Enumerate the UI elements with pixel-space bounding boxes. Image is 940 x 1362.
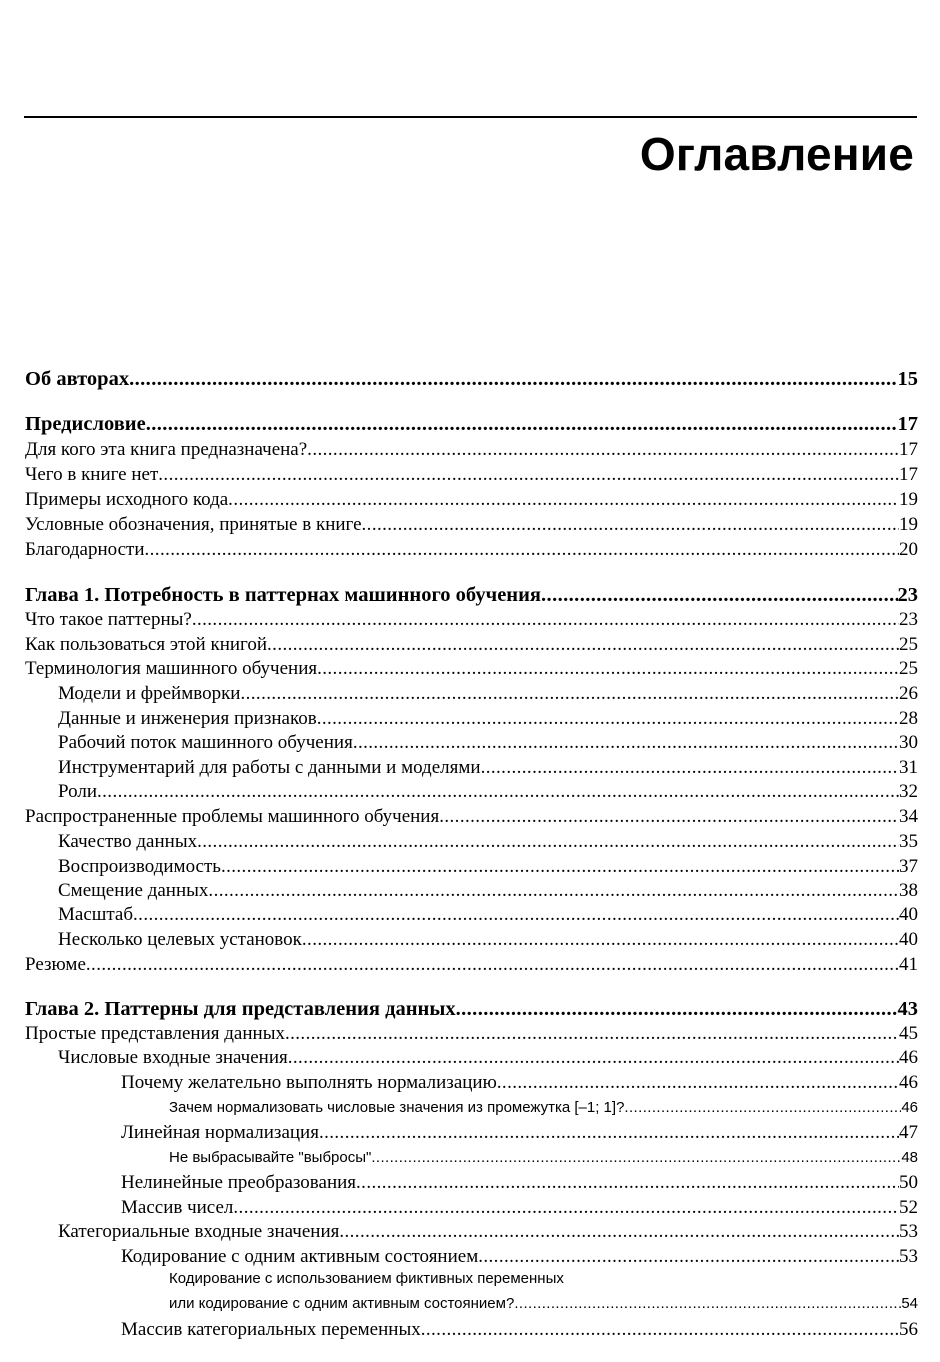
dot-leader — [302, 928, 899, 952]
toc-entry-page-number: 30 — [899, 732, 918, 753]
toc-entry-page-number: 32 — [899, 781, 918, 802]
toc-entry[interactable] — [25, 657, 918, 681]
dot-leader — [356, 1171, 899, 1195]
toc-entry-page-number: 25 — [899, 634, 918, 655]
toc-entry-title: Массив чисел — [121, 1197, 234, 1218]
toc-entry-page-number: 23 — [899, 609, 918, 630]
toc-entry-page-number: 15 — [897, 368, 918, 390]
toc-entry-title: Воспроизводимость — [58, 856, 221, 877]
toc-entry-title: Простые представления данных — [25, 1023, 285, 1044]
dot-leader — [319, 1121, 899, 1145]
toc-entry[interactable] — [25, 488, 918, 512]
toc-entry-page-number: 17 — [897, 413, 918, 435]
toc-entry-title: Для кого эта книга предназначена? — [25, 439, 308, 460]
toc-entry[interactable] — [58, 707, 918, 731]
toc-entry-page-number: 23 — [897, 584, 918, 606]
toc-entry-title: Не выбрасывайте "выбросы" — [169, 1149, 372, 1166]
toc-entry-title: Смещение данных — [58, 880, 209, 901]
dot-leader — [362, 513, 899, 537]
toc-entry-title: Глава 1. Потребность в паттернах машинного обучения — [25, 584, 542, 606]
dot-leader — [192, 608, 899, 632]
toc-entry-page-number: 54 — [901, 1295, 918, 1312]
toc-entry[interactable] — [25, 463, 918, 487]
toc-heading-entry[interactable] — [25, 412, 918, 436]
toc-entry-title: Массив категориальных переменных — [121, 1319, 421, 1340]
toc-entry[interactable] — [25, 538, 918, 562]
dot-leader — [97, 780, 899, 804]
toc-entry-title: Несколько целевых установок — [58, 929, 302, 950]
toc-entry-page-number: 48 — [901, 1149, 918, 1166]
toc-entry-page-number: 46 — [901, 1099, 918, 1116]
dot-leader — [145, 538, 900, 562]
toc-entry-title: Данные и инженерия признаков — [58, 708, 317, 729]
toc-entry-title: Терминология машинного обучения — [25, 658, 318, 679]
toc-entry[interactable] — [25, 438, 918, 462]
toc-entry-title: Рабочий поток машинного обучения — [58, 732, 353, 753]
toc-entry[interactable] — [121, 1121, 918, 1145]
toc-entry[interactable] — [25, 1022, 918, 1046]
toc-entry-page-number: 50 — [899, 1172, 918, 1193]
dot-leader — [624, 1097, 901, 1119]
dot-leader — [339, 1220, 899, 1244]
toc-heading-entry[interactable] — [25, 997, 918, 1021]
toc-entry-page-number: 17 — [899, 439, 918, 460]
toc-entry-page-number: 40 — [899, 904, 918, 925]
toc-entry-title: Масштаб — [58, 904, 134, 925]
dot-leader — [240, 682, 899, 706]
toc-entry[interactable] — [25, 633, 918, 657]
toc-heading-entry[interactable] — [25, 367, 918, 391]
toc-entry-page-number: 26 — [899, 683, 918, 704]
toc-entry[interactable] — [58, 903, 918, 927]
dot-leader — [478, 1245, 899, 1269]
toc-entry[interactable] — [58, 780, 918, 804]
toc-entry[interactable] — [58, 830, 918, 854]
toc-entry-page-number: 40 — [899, 929, 918, 950]
toc-entry-page-number: 35 — [899, 831, 918, 852]
toc-entry-page-number: 45 — [899, 1023, 918, 1044]
toc-entry-title: Почему желательно выполнять нормализацию — [121, 1072, 497, 1093]
toc-entry-title: Что такое паттерны? — [25, 609, 192, 630]
toc-entry[interactable] — [25, 608, 918, 632]
dot-leader — [228, 488, 899, 512]
toc-entry[interactable] — [25, 953, 918, 977]
toc-entry-title: Роли — [58, 781, 97, 802]
toc-entry-page-number: 17 — [899, 464, 918, 485]
toc-entry-page-number: 28 — [899, 708, 918, 729]
toc-entry-page-number: 47 — [899, 1122, 918, 1143]
toc-entry-page-number: 52 — [899, 1197, 918, 1218]
dot-leader — [481, 756, 899, 780]
toc-entry-title: Глава 2. Паттерны для представления данных — [25, 998, 456, 1020]
dot-leader — [197, 830, 899, 854]
toc-entry[interactable] — [121, 1071, 918, 1095]
toc-entry-title: или кодирование с одним активным состоянием? — [169, 1295, 515, 1312]
dot-leader — [371, 1147, 901, 1169]
toc-entry-page-number: 56 — [899, 1319, 918, 1340]
dot-leader — [514, 1293, 901, 1315]
dot-leader — [208, 879, 899, 903]
toc-entry-title: Условные обозначения, принятые в книге — [25, 514, 362, 535]
toc-entry[interactable] — [169, 1097, 918, 1119]
toc-entry-title: Инструментарий для работы с данными и моделями — [58, 757, 481, 778]
toc-entry-page-number: 19 — [899, 489, 918, 510]
toc-entry-title: Зачем нормализовать числовые значения из промежутка [–1; 1]? — [169, 1099, 625, 1116]
toc-entry-page-number: 38 — [899, 880, 918, 901]
toc-entry[interactable] — [58, 756, 918, 780]
dot-leader — [221, 855, 899, 879]
toc-entry-title: Кодирование с одним активным состоянием — [121, 1246, 479, 1267]
toc-entry-title: Чего в книге нет — [25, 464, 159, 485]
dot-leader — [133, 903, 899, 927]
toc-entry-page-number: 34 — [899, 806, 918, 827]
dot-leader — [288, 1046, 899, 1070]
toc-entry[interactable] — [25, 513, 918, 537]
toc-entry-page-number: 31 — [899, 757, 918, 778]
toc-entry[interactable] — [58, 731, 918, 755]
dot-leader — [129, 367, 897, 391]
toc-entry[interactable] — [121, 1318, 918, 1342]
dot-leader — [541, 583, 897, 607]
page-title: Оглавление — [639, 128, 914, 180]
dot-leader — [233, 1196, 899, 1220]
toc-entry-title: Нелинейные преобразования — [121, 1172, 357, 1193]
toc-entry-page-number: 37 — [899, 856, 918, 877]
toc-entry-title: Линейная нормализация — [121, 1122, 319, 1143]
toc-entry-title: Как пользоваться этой книгой — [25, 634, 268, 655]
toc-entry-title: Модели и фреймворки — [58, 683, 241, 704]
dot-leader — [307, 438, 899, 462]
toc-entry[interactable] — [25, 805, 918, 829]
toc-entry-page-number: 53 — [899, 1221, 918, 1242]
toc-entry-page-number: 41 — [899, 954, 918, 975]
dot-leader — [146, 412, 898, 436]
dot-leader — [456, 997, 898, 1021]
toc-entry[interactable] — [58, 1046, 918, 1070]
dot-leader — [267, 633, 899, 657]
toc-entry-title: Об авторах — [25, 368, 130, 390]
toc-entry-page-number: 46 — [899, 1047, 918, 1068]
dot-leader — [317, 707, 899, 731]
toc-entry-first-line: Кодирование с использованием фиктивных переменных — [169, 1270, 564, 1287]
toc-entry-title: Резюме — [25, 954, 86, 975]
toc-entry-page-number: 20 — [899, 539, 918, 560]
toc-entry[interactable] — [58, 928, 918, 952]
toc-entry-page-number: 53 — [899, 1246, 918, 1267]
toc-entry[interactable] — [58, 855, 918, 879]
toc-heading-entry[interactable] — [25, 583, 918, 607]
toc-entry-title: Качество данных — [58, 831, 198, 852]
dot-leader — [285, 1022, 899, 1046]
toc-entry[interactable] — [121, 1171, 918, 1195]
toc-entry[interactable] — [169, 1293, 918, 1315]
toc-entry[interactable] — [58, 682, 918, 706]
dot-leader — [353, 731, 899, 755]
toc-entry-title: Предисловие — [25, 413, 146, 435]
toc-entry[interactable] — [169, 1147, 918, 1169]
toc-entry[interactable] — [58, 1220, 918, 1244]
toc-entry-page-number: 25 — [899, 658, 918, 679]
toc-entry[interactable] — [121, 1245, 918, 1269]
dot-leader — [497, 1071, 899, 1095]
toc-entry[interactable] — [121, 1196, 918, 1220]
toc-entry-title: Благодарности — [25, 539, 145, 560]
dot-leader — [421, 1318, 899, 1342]
toc-entry-title: Числовые входные значения — [58, 1047, 288, 1068]
toc-entry[interactable] — [58, 879, 918, 903]
dot-leader — [317, 657, 899, 681]
toc-entry-title: Категориальные входные значения — [58, 1221, 340, 1242]
dot-leader — [86, 953, 899, 977]
toc-entry-page-number: 46 — [899, 1072, 918, 1093]
dot-leader — [158, 463, 899, 487]
dot-leader — [439, 805, 899, 829]
toc-entry-page-number: 43 — [897, 998, 918, 1020]
toc-entry-title: Распространенные проблемы машинного обучения — [25, 806, 440, 827]
toc-entry-page-number: 19 — [899, 514, 918, 535]
toc-entry-title: Примеры исходного кода — [25, 489, 229, 510]
